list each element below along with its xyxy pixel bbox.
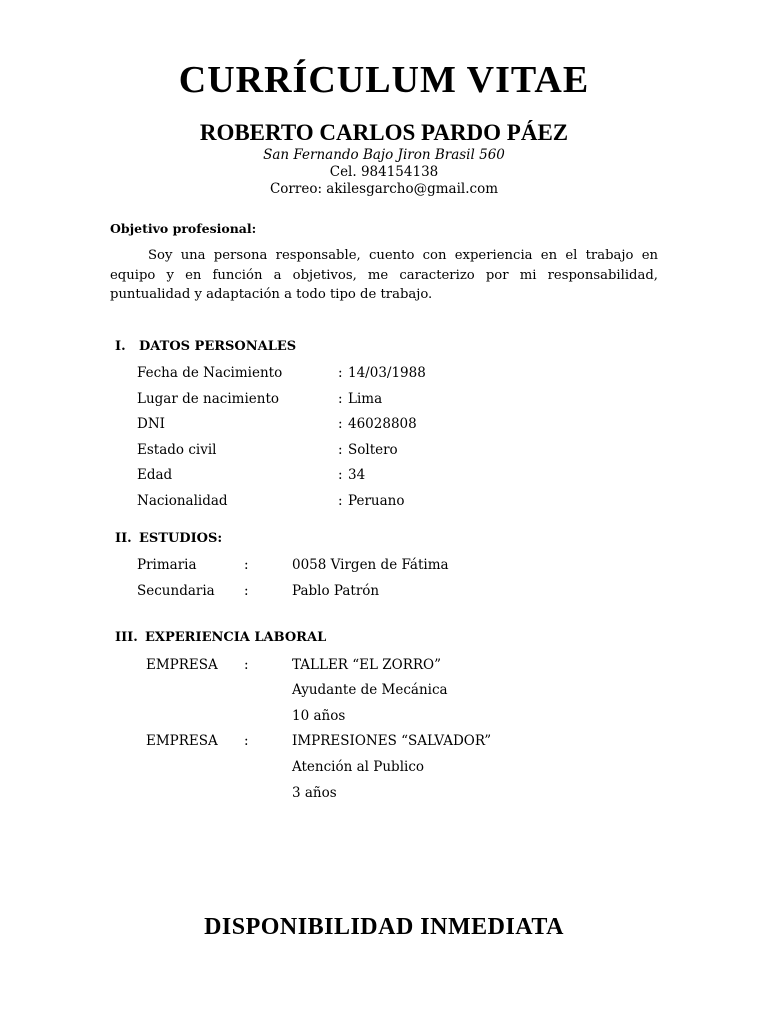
field-label: Primaria — [137, 557, 197, 573]
field-separator: : — [338, 416, 343, 432]
field-separator: : — [338, 493, 343, 509]
field-value: Soltero — [348, 442, 398, 458]
field-label: Fecha de Nacimiento — [137, 365, 283, 381]
job-company: IMPRESIONES “SALVADOR” — [292, 733, 492, 749]
field-separator: : — [338, 365, 343, 381]
objective-heading: Objetivo profesional: — [110, 221, 257, 236]
job-separator: : — [244, 733, 249, 749]
job-label: EMPRESA — [146, 733, 218, 749]
job-role: Atención al Publico — [292, 759, 425, 775]
section-title: DATOS PERSONALES — [139, 339, 297, 354]
section-number: I. — [115, 339, 126, 354]
job-duration: 3 años — [292, 785, 337, 801]
field-value: 0058 Virgen de Fátima — [292, 557, 449, 573]
field-value: 14/03/1988 — [348, 365, 426, 381]
job-label: EMPRESA — [146, 657, 218, 673]
field-label: DNI — [137, 416, 165, 432]
section-title: ESTUDIOS: — [139, 531, 223, 546]
field-label: Secundaria — [137, 583, 215, 599]
job-role: Ayudante de Mecánica — [292, 682, 448, 698]
document-title: CURRÍCULUM VITAE — [178, 59, 590, 101]
field-label: Nacionalidad — [137, 493, 228, 509]
field-label: Lugar de nacimiento — [137, 391, 279, 407]
field-separator: : — [338, 467, 343, 483]
email-line: Correo: akilesgarcho@gmail.com — [269, 181, 499, 197]
section-number: II. — [115, 531, 132, 546]
field-separator: : — [244, 557, 249, 573]
candidate-name: ROBERTO CARLOS PARDO PÁEZ — [199, 120, 569, 145]
experience-section-heading — [115, 629, 326, 647]
field-value: 34 — [348, 467, 366, 483]
job-duration: 10 años — [292, 708, 346, 724]
field-value: Lima — [348, 391, 383, 407]
studies-section-heading — [115, 530, 222, 548]
job-company: TALLER “EL ZORRO” — [292, 657, 442, 673]
section-number: III. — [115, 630, 138, 645]
field-label: Edad — [137, 467, 173, 483]
personal-section-heading — [115, 338, 296, 356]
job-separator: : — [244, 657, 249, 673]
section-title: EXPERIENCIA LABORAL — [145, 630, 327, 645]
address-line: San Fernando Bajo Jiron Brasil 560 — [263, 147, 505, 163]
phone-line: Cel. 984154138 — [329, 164, 439, 180]
field-separator: : — [338, 391, 343, 407]
field-value: 46028808 — [348, 416, 417, 432]
field-value: Peruano — [348, 493, 405, 509]
field-separator: : — [338, 442, 343, 458]
availability-statement: DISPONIBILIDAD INMEDIATA — [204, 914, 564, 940]
objective-text: Soy una persona responsable, cuento con experiencia en el trabajo en equipo y en función a objetivos, me caracterizo por mi responsabilidad, puntualidad y adaptación a todo tipo de trabajo. — [110, 248, 658, 302]
field-label: Estado civil — [137, 442, 217, 458]
field-value: Pablo Patrón — [292, 583, 380, 599]
field-separator: : — [244, 583, 249, 599]
